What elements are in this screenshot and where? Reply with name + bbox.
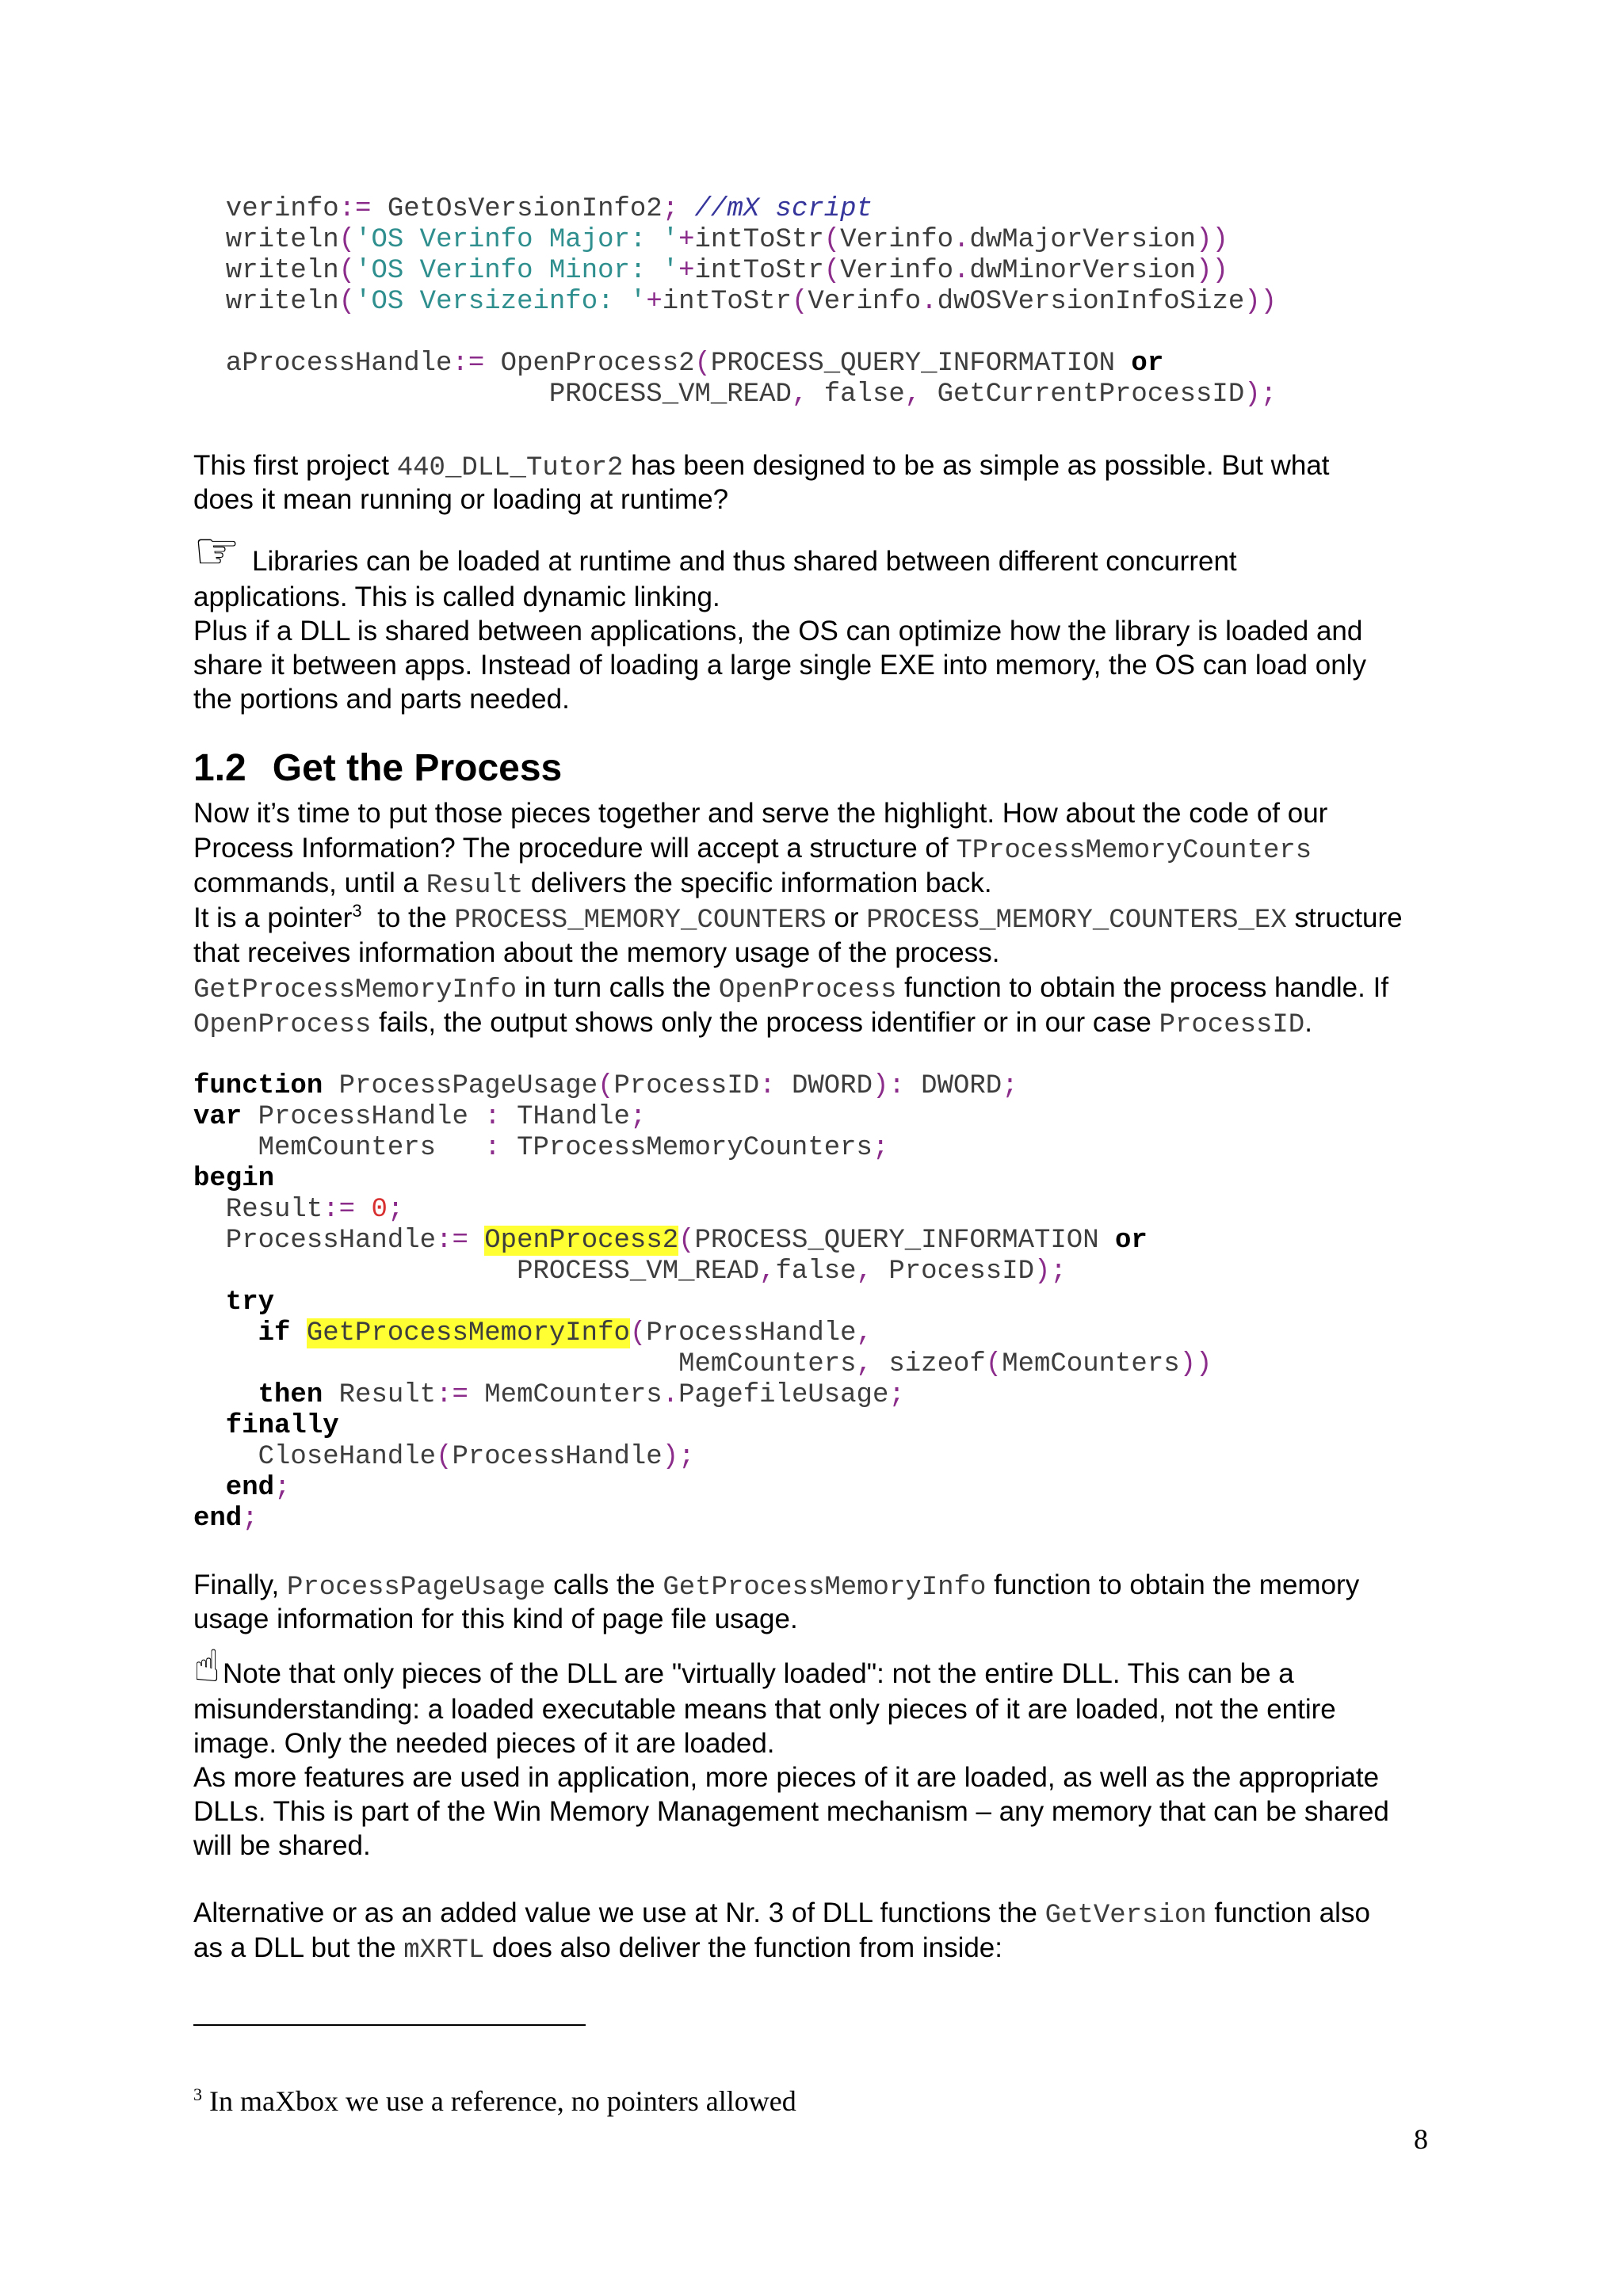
hint-virtual-loading [193, 1641, 1389, 1863]
text-run: in turn calls the [517, 972, 719, 1003]
code-identifier: MemCounters [468, 1380, 663, 1410]
text-run: DLLs. This is part of the Win Memory Management mechanism – any memory that can be shared [193, 1796, 1389, 1827]
code-symbol: ( [694, 349, 711, 379]
code-identifier: DWORD [775, 1071, 873, 1101]
code-identifier: PROCESS_VM_READ [193, 1257, 760, 1287]
code-highlighted-call: GetProcessMemoryInfo [306, 1318, 630, 1348]
code-keyword: end [193, 1504, 242, 1534]
text-line [193, 1931, 1370, 1966]
footnote [193, 2084, 796, 2122]
code-symbol: ( [629, 1318, 647, 1348]
code-symbol: ); [1244, 379, 1277, 410]
code-symbol: ); [662, 1442, 695, 1472]
text-line [193, 1794, 1389, 1829]
text-line [193, 1568, 1359, 1602]
code-identifier: aProcessHandle [193, 349, 453, 379]
code-line [193, 1504, 1212, 1535]
code-keyword: then [193, 1380, 323, 1410]
text-line [193, 614, 1366, 648]
code-identifier: intToStr [694, 256, 824, 286]
code-symbol: )) [1244, 287, 1277, 317]
code-identifier: GetOsVersionInfo2 [371, 194, 663, 224]
code-identifier: MemCounters [193, 1349, 857, 1379]
text-run: Alternative or as an added value we use at Nr. 3 of DLL functions the [193, 1897, 1045, 1928]
code-line [193, 287, 1277, 318]
text-run: Plus if a DLL is shared between applications, the OS can optimize how the library is loaded and [193, 616, 1363, 646]
text-line [193, 1760, 1389, 1794]
code-line [193, 349, 1277, 379]
code-line [193, 1164, 1212, 1195]
inline-code: GetVersion [1044, 1901, 1207, 1931]
inline-code: GetProcessMemoryInfo [193, 975, 517, 1005]
text-run: share it between apps. Instead of loading a large single EXE into memory, the OS can load only [193, 650, 1366, 681]
code-identifier: PagefileUsage [678, 1380, 889, 1410]
code-symbol: , [759, 1257, 776, 1287]
text-line [193, 482, 1330, 517]
text-line [193, 648, 1366, 682]
code-identifier: writeln [193, 256, 339, 286]
code-line [193, 1226, 1212, 1257]
code-identifier: dwMajorVersion [969, 225, 1197, 255]
text-run: does also deliver the function from inside: [484, 1932, 1002, 1963]
code-identifier: ProcessID [613, 1071, 760, 1101]
code-line [193, 1287, 1212, 1318]
text-line [193, 682, 1366, 716]
code-symbol: ( [436, 1442, 453, 1472]
code-keyword: finally [193, 1411, 339, 1441]
code-symbol: : [759, 1071, 776, 1101]
code-symbol: := [452, 349, 485, 379]
code-identifier: ProcessID [872, 1257, 1035, 1287]
code-identifier: false [808, 379, 905, 410]
text-line [193, 866, 1403, 901]
text-run: Now it’s time to put those pieces together and serve the highlight. How about the code of our [193, 798, 1328, 829]
inline-code: TProcessMemoryCounters [956, 836, 1312, 866]
text-line [193, 831, 1403, 866]
code-identifier: PROCESS_QUERY_INFORMATION [694, 1226, 1116, 1256]
code-line [193, 1071, 1212, 1102]
text-line [193, 1641, 1389, 1692]
text-line [193, 1692, 1389, 1726]
inline-code: PROCESS_MEMORY_COUNTERS [454, 906, 827, 936]
hint-runtime-loading [193, 521, 1366, 716]
code-identifier: GetCurrentProcessID [921, 379, 1245, 410]
code-identifier: Result [193, 1195, 323, 1225]
text-run: . [1304, 1007, 1312, 1038]
section-heading [193, 746, 562, 791]
footnote-separator [193, 2024, 586, 2026]
code-symbol: + [678, 225, 695, 255]
code-keyword: if [193, 1318, 307, 1348]
section-number: 1.2 [193, 747, 246, 789]
text-run: delivers the specific information back. [523, 868, 992, 898]
text-run: does it mean running or loading at runtime? [193, 484, 729, 515]
code-symbol: ( [338, 225, 356, 255]
inline-code: mXRTL [403, 1936, 485, 1966]
code-symbol: )) [1179, 1349, 1212, 1379]
code-identifier: OpenProcess2 [484, 349, 695, 379]
code-keyword: function [193, 1071, 323, 1101]
code-symbol: )) [1196, 225, 1228, 255]
code-identifier: false [775, 1257, 857, 1287]
code-identifier: Verinfo [840, 225, 953, 255]
paragraph-finally [193, 1568, 1359, 1636]
text-run: applications. This is called dynamic linking. [193, 582, 720, 612]
pointing-hand-right-icon: ☞ [193, 521, 241, 582]
code-keyword: try [193, 1287, 275, 1318]
code-symbol: . [953, 225, 970, 255]
code-identifier: Verinfo [808, 287, 922, 317]
code-line [193, 379, 1277, 410]
code-line [193, 1473, 1212, 1504]
text-line [193, 1726, 1389, 1760]
code-string-literal: 'OS Verinfo Minor: ' [355, 256, 679, 286]
code-line [193, 1133, 1212, 1164]
code-symbol: , [856, 1318, 873, 1348]
code-keyword: begin [193, 1164, 275, 1194]
text-line [193, 521, 1366, 582]
text-run: the portions and parts needed. [193, 684, 570, 715]
text-run: Finally, [193, 1569, 287, 1600]
footnote-text: In maXbox we use a reference, no pointers allowed [209, 2085, 796, 2117]
code-symbol: . [662, 1380, 679, 1410]
code-symbol: : [484, 1102, 501, 1132]
inline-code: PROCESS_MEMORY_COUNTERS_EX [866, 906, 1287, 936]
code-highlighted-call: OpenProcess2 [484, 1226, 679, 1256]
text-run: to the [361, 902, 455, 933]
code-identifier: verinfo [193, 194, 339, 224]
code-identifier: ProcessPageUsage [323, 1071, 598, 1101]
code-identifier: TProcessMemoryCounters [500, 1133, 873, 1163]
inline-code: OpenProcess [193, 1010, 372, 1040]
code-symbol: ( [338, 287, 356, 317]
inline-code: ProcessPageUsage [287, 1573, 546, 1603]
code-identifier: writeln [193, 287, 339, 317]
text-run: Process Information? The procedure will accept a structure of [193, 833, 957, 864]
code-symbol: ( [985, 1349, 1002, 1379]
text-line [193, 971, 1403, 1005]
text-run: commands, until a [193, 868, 426, 898]
code-symbol: ( [678, 1226, 695, 1256]
text-run: or [826, 902, 867, 933]
inline-code: OpenProcess [718, 975, 897, 1005]
code-line [193, 256, 1277, 287]
text-run: It is a pointer [193, 902, 353, 933]
text-line [193, 936, 1403, 971]
text-run: calls the [545, 1569, 663, 1600]
code-identifier: intToStr [662, 287, 792, 317]
code-line [193, 1257, 1212, 1287]
inline-code: 440_DLL_Tutor2 [396, 453, 624, 483]
code-line [193, 1349, 1212, 1380]
text-line [193, 796, 1403, 831]
code-number-literal: 0 [355, 1195, 388, 1225]
section-title: Get the Process [272, 747, 563, 789]
code-symbol: ( [791, 287, 808, 317]
text-line [193, 448, 1330, 482]
text-run: that receives information about the memory usage of the process. [193, 937, 1000, 968]
text-run: function to obtain the memory [986, 1569, 1360, 1600]
code-line [193, 1318, 1212, 1349]
code-symbol: ; [274, 1473, 291, 1503]
text-run: misunderstanding: a loaded executable means that only pieces of it are loaded, not the entire [193, 1694, 1336, 1725]
code-identifier: DWORD [904, 1071, 1002, 1101]
code-symbol: ; [629, 1102, 647, 1132]
code-symbol: ; [662, 194, 679, 224]
code-line [193, 194, 1277, 225]
code-line [193, 318, 1277, 349]
code-symbol: , [856, 1349, 873, 1379]
code-symbol: , [791, 379, 808, 410]
code-symbol: , [904, 379, 922, 410]
code-string-literal: 'OS Verinfo Major: ' [355, 225, 679, 255]
text-run: as a DLL but the [193, 1932, 404, 1963]
text-run: has been designed to be as simple as possible. But what [623, 450, 1330, 481]
code-symbol: ; [888, 1380, 905, 1410]
code-line [193, 1411, 1212, 1442]
code-identifier: MemCounters [193, 1133, 485, 1163]
code-symbol: + [646, 287, 663, 317]
paragraph-alternative [193, 1896, 1370, 1966]
code-block-os-version-info [193, 194, 1277, 410]
pointing-hand-up-icon: ☝ [193, 1641, 221, 1692]
text-line [193, 1829, 1389, 1863]
code-symbol: ; [872, 1133, 889, 1163]
text-run: image. Only the needed pieces of it are loaded. [193, 1728, 775, 1759]
text-line [193, 580, 1366, 614]
code-symbol: : [484, 1133, 501, 1163]
paragraph-get-process [193, 796, 1403, 1040]
text-line [193, 1896, 1370, 1931]
code-identifier: ProcessHandle [452, 1442, 663, 1472]
code-identifier: ProcessHandle [646, 1318, 857, 1348]
text-run: will be shared. [193, 1830, 371, 1861]
code-identifier: intToStr [694, 225, 824, 255]
text-run: Note that only pieces of the DLL are "virtually loaded": not the entire DLL. This can be a [223, 1658, 1294, 1689]
text-run: structure [1286, 902, 1403, 933]
code-symbol: ); [1034, 1257, 1067, 1287]
text-line [193, 1005, 1403, 1040]
footnote-marker: 3 [193, 2084, 202, 2104]
page-number: 8 [1414, 2123, 1428, 2155]
code-identifier: sizeof [872, 1349, 986, 1379]
code-symbol: := [436, 1226, 485, 1256]
code-line [193, 1442, 1212, 1473]
text-run: As more features are used in application, more pieces of it are loaded, as well as the appropriate [193, 1762, 1380, 1793]
code-string-literal: 'OS Versizeinfo: ' [355, 287, 647, 317]
code-symbol: ( [823, 256, 841, 286]
code-identifier: MemCounters [1002, 1349, 1180, 1379]
text-line [193, 901, 1403, 936]
code-symbol: := [323, 1195, 356, 1225]
code-identifier: writeln [193, 225, 339, 255]
code-keyword: var [193, 1102, 242, 1132]
code-identifier: dwMinorVersion [969, 256, 1197, 286]
inline-code: ProcessID [1159, 1010, 1305, 1040]
code-symbol: ( [823, 225, 841, 255]
code-symbol: := [436, 1380, 468, 1410]
code-symbol: ): [872, 1071, 905, 1101]
text-run: This first project [193, 450, 397, 481]
code-identifier: ProcessHandle [193, 1226, 437, 1256]
text-run: usage information for this kind of page file usage. [193, 1604, 798, 1634]
code-comment: //mX script [678, 194, 873, 224]
text-run: function to obtain the process handle. If [896, 972, 1389, 1003]
text-line [193, 1602, 1359, 1636]
code-symbol: + [678, 256, 695, 286]
code-keyword: end [193, 1473, 275, 1503]
code-identifier: Verinfo [840, 256, 953, 286]
code-symbol: ; [387, 1195, 404, 1225]
code-symbol: , [856, 1257, 873, 1287]
code-symbol: ( [338, 256, 356, 286]
paragraph-first-project [193, 448, 1330, 517]
footnote-reference: 3 [352, 901, 362, 921]
text-run: Libraries can be loaded at runtime and thus shared between different concurrent [252, 546, 1237, 577]
inline-code: GetProcessMemoryInfo [663, 1573, 987, 1603]
code-identifier: ProcessHandle [242, 1102, 485, 1132]
code-line [193, 1195, 1212, 1226]
code-identifier: PROCESS_QUERY_INFORMATION [710, 349, 1132, 379]
code-identifier: Result [323, 1380, 437, 1410]
code-identifier: PROCESS_VM_READ [193, 379, 792, 410]
code-symbol: . [953, 256, 970, 286]
code-keyword: or [1115, 1226, 1148, 1256]
code-symbol: . [921, 287, 938, 317]
code-line [193, 1102, 1212, 1133]
text-run: function also [1206, 1897, 1370, 1928]
code-identifier: dwOSVersionInfoSize [937, 287, 1245, 317]
inline-code: Result [426, 871, 524, 901]
code-block-process-page-usage [193, 1071, 1212, 1535]
text-run: fails, the output shows only the process identifier or in our case [371, 1007, 1159, 1038]
code-identifier: CloseHandle [193, 1442, 437, 1472]
code-symbol: )) [1196, 256, 1228, 286]
code-symbol: ; [1002, 1071, 1018, 1101]
code-symbol: ; [242, 1504, 258, 1534]
code-symbol: ( [598, 1071, 614, 1101]
code-line [193, 225, 1277, 256]
code-identifier: THandle [500, 1102, 630, 1132]
code-line [193, 1380, 1212, 1411]
code-symbol: := [338, 194, 372, 224]
code-keyword: or [1131, 349, 1164, 379]
